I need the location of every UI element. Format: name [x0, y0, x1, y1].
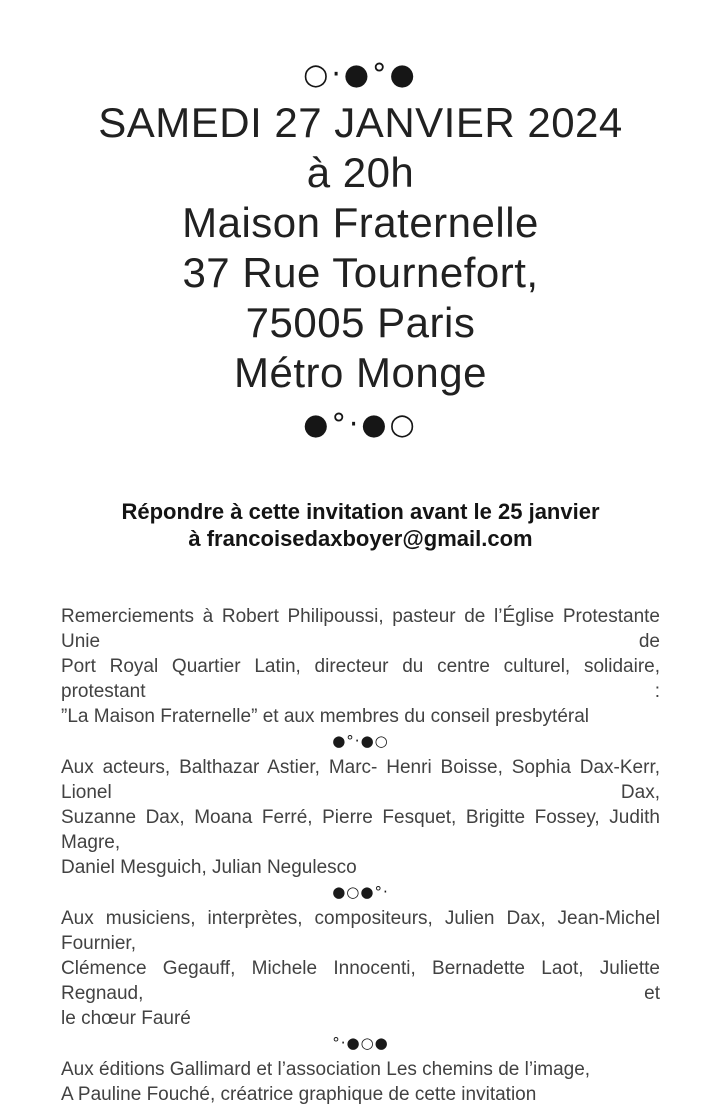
paragraph-line: Aux acteurs, Balthazar Astier, Marc- Henri Boisse, Sophia Dax-Kerr, Lionel Dax,	[61, 757, 660, 803]
acknowledgements-section	[61, 604, 660, 1107]
dots-separator-2: ●○●°·	[332, 883, 389, 901]
event-time: à 20h	[306, 149, 415, 196]
paragraph-line: Port Royal Quartier Latin, directeur du centre culturel, solidaire, protestant :	[61, 656, 660, 702]
paragraph-line: Clémence Gegauff, Michele Innocenti, Bernadette Laot, Juliette Regnaud, et	[61, 958, 660, 1004]
event-header	[0, 98, 721, 398]
paragraph-line: A Pauline Fouché, créatrice graphique de cette invitation	[61, 1084, 537, 1105]
rsvp-email-line: à francoisedaxboyer@gmail.com	[188, 526, 533, 551]
paragraph-line: Remerciements à Robert Philipoussi, pasteur de l’Église Protestante Unie de	[61, 606, 660, 652]
dots-ornament-bottom: ●°·●○	[303, 407, 418, 441]
paragraph-line: Aux éditions Gallimard et l’association Les chemins de l’image,	[61, 1059, 591, 1080]
paragraph-line: Suzanne Dax, Moana Ferré, Pierre Fesquet, Brigitte Fossey, Judith Magre,	[61, 807, 660, 853]
venue-street: 37 Rue Tournefort,	[182, 249, 539, 296]
event-date: SAMEDI 27 JANVIER 2024	[98, 99, 623, 146]
paragraph-line: Daniel Mesguich, Julian Negulesco	[61, 857, 357, 878]
venue-metro: Métro Monge	[234, 349, 487, 396]
venue-city: 75005 Paris	[245, 299, 476, 346]
paragraph-acteurs	[61, 755, 660, 880]
rsvp-instruction: Répondre à cette invitation avant le 25 janvier	[121, 499, 600, 524]
paragraph-line: le chœur Fauré	[61, 1008, 191, 1029]
paragraph-remerciements	[61, 604, 660, 729]
paragraph-editions	[61, 1057, 660, 1107]
paragraph-musiciens	[61, 906, 660, 1031]
rsvp-block	[0, 498, 721, 552]
paragraph-line: ”La Maison Fraternelle” et aux membres du conseil presbytéral	[61, 706, 590, 727]
dots-separator-3: °·●○●	[332, 1034, 389, 1052]
dots-separator-1: ●°·●○	[332, 732, 389, 750]
paragraph-line: Aux musiciens, interprètes, compositeurs, Julien Dax, Jean-Michel Fournier,	[61, 908, 660, 954]
dots-ornament-top: ○·●°●	[303, 57, 418, 91]
venue-name: Maison Fraternelle	[182, 199, 539, 246]
